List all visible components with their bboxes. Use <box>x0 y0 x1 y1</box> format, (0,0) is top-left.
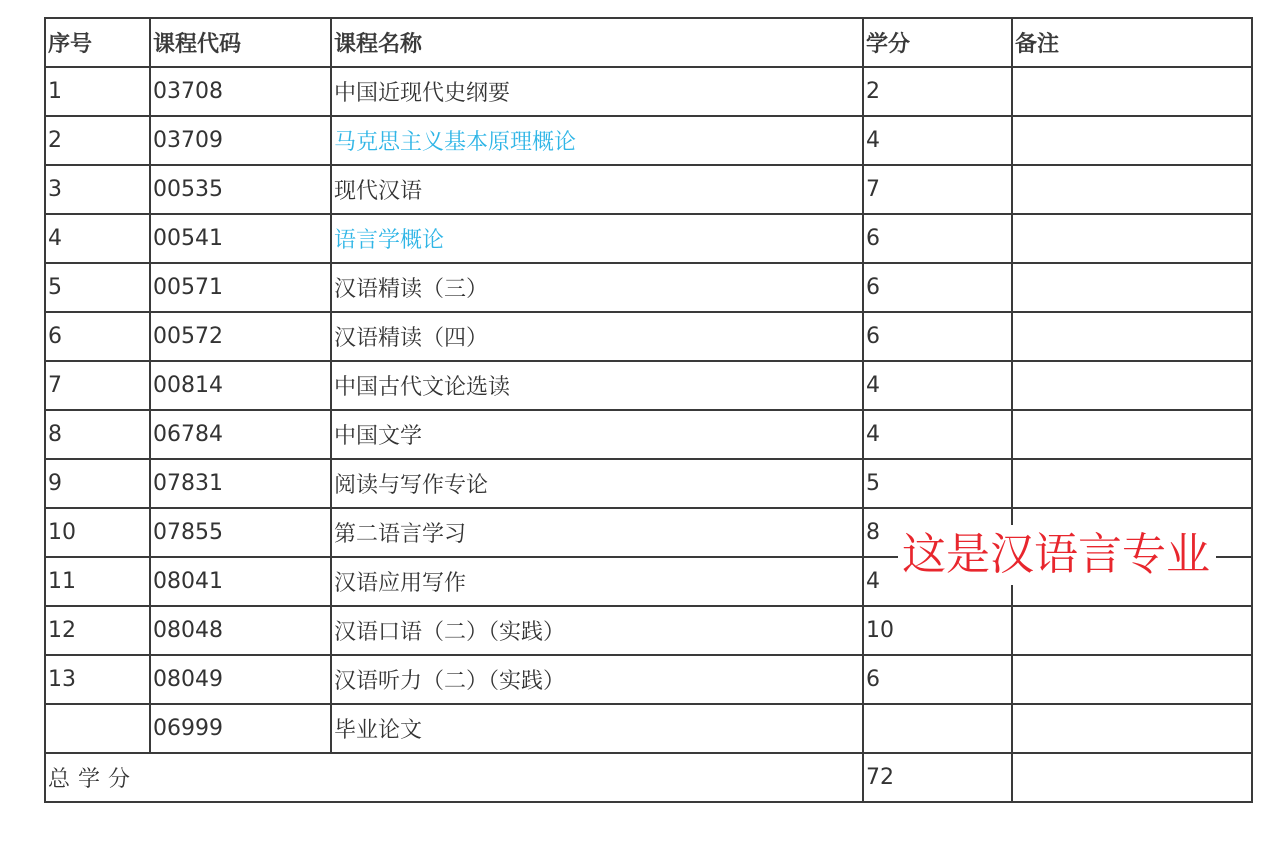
header-code: 课程代码 <box>150 18 331 67</box>
cell-code: 00571 <box>150 263 331 312</box>
cell-no: 13 <box>45 655 150 704</box>
cell-code: 00535 <box>150 165 331 214</box>
cell-credit: 4 <box>863 410 1012 459</box>
cell-no: 1 <box>45 67 150 116</box>
table-row <box>45 459 1252 508</box>
cell-note <box>1012 165 1252 214</box>
cell-name: 阅读与写作专论 <box>331 459 863 508</box>
header-name: 课程名称 <box>331 18 863 67</box>
cell-no: 12 <box>45 606 150 655</box>
cell-name: 汉语听力（二）（实践） <box>331 655 863 704</box>
cell-note <box>1012 361 1252 410</box>
course-name-link[interactable]: 语言学概论 <box>331 214 863 263</box>
header-credit: 学分 <box>863 18 1012 67</box>
total-row <box>45 753 1252 802</box>
course-name-link[interactable]: 马克思主义基本原理概论 <box>331 116 863 165</box>
table-row <box>45 214 1252 263</box>
table-header-row <box>45 18 1252 67</box>
table-row <box>45 361 1252 410</box>
cell-no: 4 <box>45 214 150 263</box>
cell-note <box>1012 655 1252 704</box>
header-note: 备注 <box>1012 18 1252 67</box>
cell-name: 汉语应用写作 <box>331 557 863 606</box>
cell-code: 08048 <box>150 606 331 655</box>
cell-name: 汉语精读（四） <box>331 312 863 361</box>
table-row <box>45 165 1252 214</box>
cell-code: 06999 <box>150 704 331 753</box>
cell-no: 5 <box>45 263 150 312</box>
cell-no: 9 <box>45 459 150 508</box>
cell-no: 6 <box>45 312 150 361</box>
cell-code: 03709 <box>150 116 331 165</box>
header-no: 序号 <box>45 18 150 67</box>
cell-name: 中国文学 <box>331 410 863 459</box>
cell-note <box>1012 263 1252 312</box>
cell-code: 00814 <box>150 361 331 410</box>
cell-credit <box>863 704 1012 753</box>
cell-no: 11 <box>45 557 150 606</box>
cell-code: 07831 <box>150 459 331 508</box>
cell-note <box>1012 459 1252 508</box>
cell-credit: 7 <box>863 165 1012 214</box>
major-annotation: 这是汉语言专业 <box>898 525 1216 585</box>
cell-note <box>1012 116 1252 165</box>
table-row <box>45 655 1252 704</box>
cell-credit: 5 <box>863 459 1012 508</box>
cell-credit: 6 <box>863 655 1012 704</box>
cell-code: 08041 <box>150 557 331 606</box>
cell-code: 00572 <box>150 312 331 361</box>
cell-no <box>45 704 150 753</box>
cell-credit: 2 <box>863 67 1012 116</box>
cell-credit: 10 <box>863 606 1012 655</box>
cell-credit: 4 <box>863 557 1012 606</box>
table-row <box>45 116 1252 165</box>
course-table-container <box>44 17 1253 803</box>
cell-credit: 6 <box>863 263 1012 312</box>
cell-no: 2 <box>45 116 150 165</box>
cell-note <box>1012 606 1252 655</box>
table-row <box>45 606 1252 655</box>
cell-code: 00541 <box>150 214 331 263</box>
cell-note <box>1012 67 1252 116</box>
cell-credit: 4 <box>863 361 1012 410</box>
cell-code: 06784 <box>150 410 331 459</box>
cell-name: 中国古代文论选读 <box>331 361 863 410</box>
cell-code: 03708 <box>150 67 331 116</box>
cell-name: 毕业论文 <box>331 704 863 753</box>
cell-name: 现代汉语 <box>331 165 863 214</box>
table-row <box>45 67 1252 116</box>
cell-credit: 6 <box>863 214 1012 263</box>
cell-code: 07855 <box>150 508 331 557</box>
cell-name: 中国近现代史纲要 <box>331 67 863 116</box>
cell-no: 7 <box>45 361 150 410</box>
cell-note <box>1012 410 1252 459</box>
cell-code: 08049 <box>150 655 331 704</box>
cell-credit: 8 <box>863 508 1012 557</box>
cell-name: 汉语精读（三） <box>331 263 863 312</box>
cell-note <box>1012 753 1252 802</box>
cell-note <box>1012 312 1252 361</box>
course-table <box>44 17 1253 803</box>
cell-no: 3 <box>45 165 150 214</box>
table-row <box>45 704 1252 753</box>
total-credit: 72 <box>863 753 1012 802</box>
cell-note <box>1012 704 1252 753</box>
cell-credit: 6 <box>863 312 1012 361</box>
cell-name: 汉语口语（二）（实践） <box>331 606 863 655</box>
cell-no: 10 <box>45 508 150 557</box>
cell-note <box>1012 214 1252 263</box>
table-row <box>45 312 1252 361</box>
table-row <box>45 263 1252 312</box>
cell-name: 第二语言学习 <box>331 508 863 557</box>
table-row <box>45 410 1252 459</box>
cell-no: 8 <box>45 410 150 459</box>
total-label: 总学分 <box>45 753 863 802</box>
cell-credit: 4 <box>863 116 1012 165</box>
